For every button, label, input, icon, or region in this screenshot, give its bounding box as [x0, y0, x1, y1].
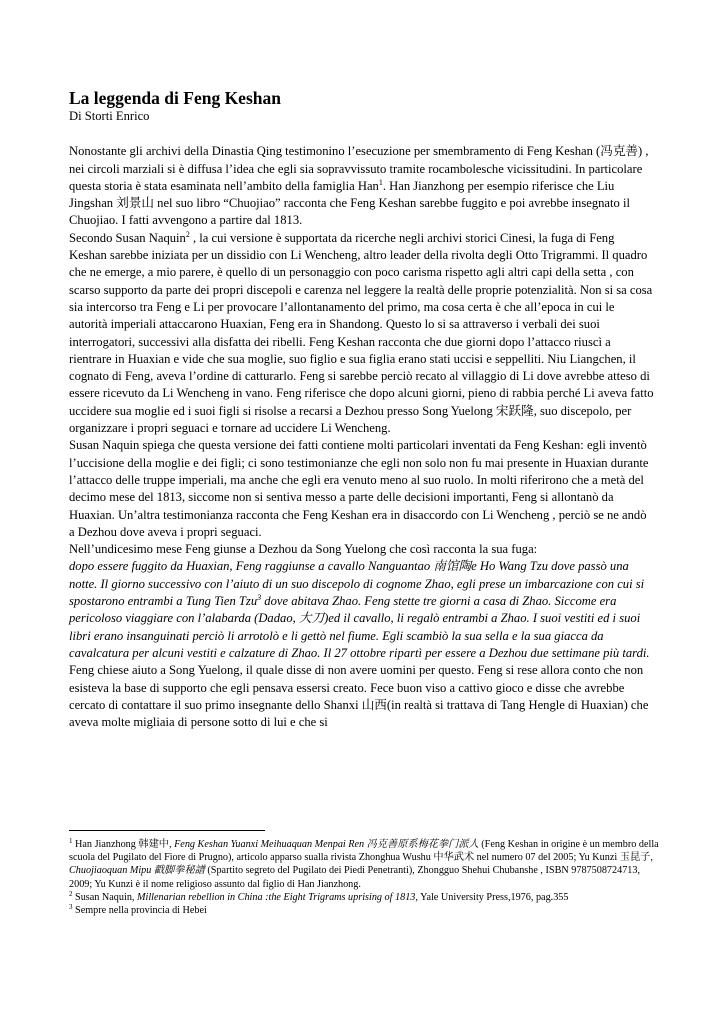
footnote-1-number: 1	[69, 837, 73, 845]
paragraph-2-text-b: , la cui versione è supportata da ricerche negli archivi storici Cinesi, la fuga di Feng Keshan sarebbe iniziata per un dissidio con Li Wencheng, altro leader della rivolta degli Otto Trigrammi. Il quadro che ne emerge, a mio parere, è quello di un personaggio con poco carisma rispetto agli altri capi della setta , con scarso supporto da parte dei propri discepoli e carenza nel leggere la realtà delle proprie potenzialità. Non si sa cosa sia intercorso tra Feng e Li per provocare l’allontanamento del primo, ma cosa certa è che all’epoca in cui le autorità imperiali attaccarono Huaxian, Feng era in Shandong. Questo lo si sa attraverso i verbali dei suoi interrogatori, successivi alla disfatta dei ribelli. Feng Keshan racconta che due giorni dopo l’attacco riuscì a rientrare in Huaxian e vide che sua moglie, suo figlio e sua figlia erano stati uccisi e seppelliti. Niu Liangchen, il cognato di Feng, aveva l’ordine di catturarlo. Feng si sarebbe perciò recato al villaggio di Li dove avrebbe atteso di essere ricevuto da Li Wencheng in vano. Feng riferisce che dopo alcuni giorni, pieno di rabbia perché Li aveva fatto uccidere sua moglie ed i suoi figli si risolse a recarsi a Dezhou presso Song Yuelong 宋跃隆, suo discepolo, per organizzare i propri seguaci e tornare ad uccidere Li Wencheng.	[69, 230, 654, 436]
footnote-ref-3[interactable]: 3	[257, 593, 262, 603]
paragraph-1-text-b: . Han Jianzhong per esempio riferisce che Liu Jingshan 刘景山 nel suo libro “Chuojiao” racconta che Feng Keshan sarebbe fuggito e poi avrebbe insegnato il Chuojiao. I fatti avvengono a partire dal 1813.	[69, 178, 630, 228]
footnote-2-book-italic: Millenarian rebellion in China :the Eight Trigrams uprising of 1813	[137, 891, 416, 903]
footnote-separator	[69, 830, 265, 831]
paragraph-4: Nell’undicesimo mese Feng giunse a Dezhou da Song Yuelong che così racconta la sua fuga:	[69, 542, 538, 557]
footnote-1-text-c: (Feng Keshan in origine è un membro della scuola del Pugilato del Fiore di Prugno), articolo apparso sualla rivista Zhonghua Wushu 中华武术 nel numero 07 del 2005; Yu Kunzi 玉昆子,	[69, 839, 659, 864]
footnote-3	[69, 904, 659, 917]
paragraph-1-text-a: Nonostante gli archivi della Dinastia Qing testimonino l’esecuzione per smembramento di Feng Keshan (冯克善) , nei circoli marziali si è diffusa l’idea che egli sia sopravvissuto tramite rocambolesche vicissitudini. In particolare questa storia è stata esaminata nell’ambito della famiglia Han	[69, 144, 649, 193]
footnote-1-text-e: (Spartito segreto del Pugilato dei Piedi Penetranti), Zhongguo Shehui Chubanshe , ISBN 9787508724713, 2009; Yu Kunzi è il nome religioso assunto dal figlio di Han Jianzhong.	[69, 865, 641, 890]
footnote-3-number: 3	[69, 903, 73, 912]
quote-text-a: dopo essere fuggito da Huaxian, Feng raggiunse a cavallo Nanguantao 南馆陶e Ho Wang Tzu dove passò una notte. Il giorno successivo con l’aiuto di un suo discepolo di cognome Zhao, egli prese un imbarcazione con cui si spostarono entrambi a Tung Tien Tzu	[69, 559, 645, 609]
footnote-2	[69, 891, 659, 904]
footnote-1	[69, 838, 659, 891]
italic-quote	[69, 558, 655, 662]
footnote-1-text-a: Han Jianzhong 韩建中,	[72, 839, 175, 850]
footnote-1-title-italic: Feng Keshan Yuanxi Meihuaquan Menpai Ren 冯克善原系梅花拳门派人	[174, 839, 479, 850]
main-text	[69, 88, 655, 731]
footnote-2-text-c: , Yale University Press,1976, pag.355	[415, 891, 569, 903]
footnote-1-book-italic: Chuojiaoquan Mipu 戳脚拳秘譜	[69, 865, 205, 877]
quote-text-b: dove abitava Zhao. Feng stette tre giorni a casa di Zhao. Siccome era pericoloso viaggiare con l’alabarda (Dadao, 大刀)ed il cavallo, li regalò entrambi a Zhao. I suoi vestiti ed i suoi libri erano insanguinati perciò li arrotolò e li gettò nel fiume. Egli scambiò la sua sella e la sua giacca da cavalcatura per alcuni vestiti e calzature di Zhao. Il 27 ottobre ripartì per essere a Dezhou due settimane più tardi.	[69, 594, 650, 660]
paragraph-2-text-a: Secondo Susan Naquin	[69, 230, 186, 245]
document-title: La leggenda di Feng Keshan	[69, 88, 281, 108]
footnote-ref-2[interactable]: 2	[185, 229, 190, 239]
author-line: Di Storti Enrico	[69, 109, 150, 123]
paragraph-1	[69, 143, 655, 229]
footnote-3-text: Sempre nella provincia di Hebei	[72, 905, 207, 917]
paragraph-3: Susan Naquin spiega che questa versione dei fatti contiene molti particolari inventati da Feng Keshan: egli inventò l’uccisione della moglie e dei figli; ci sono testimonianze che egli non solo non fu mai presente in Huaxian durante l’attacco delle truppe imperiali, ma anche che egli era venuto meno al suo ruolo. In molti riferirono che a metà del decimo mese del 1813, siccome non si sentiva messo a parte delle decisioni importanti, Feng si allontanò da Huaxian. Un’altra testimonianza racconta che Feng Keshan era in disaccordo con Li Wencheng , perciò se ne andò a Dezhou dove aveva i propri seguaci.	[69, 438, 649, 539]
paragraph-2	[69, 230, 655, 438]
paragraph-5: Feng chiese aiuto a Song Yuelong, il quale disse di non avere uomini per questo. Feng si rese allora conto che non esisteva la base di supporto che egli pensava essersi creato. Fece buon viso a cattivo gioco e disse che avrebbe cercato di contattare il suo primo insegnante dello Shanxi 山西(in realtà si trattava di Tang Hengle di Huaxian) che aveva molte migliaia di persone sotto di lui e che si	[69, 663, 649, 730]
footnote-2-number: 2	[69, 889, 73, 898]
footnote-2-text-a: Susan Naquin,	[72, 891, 138, 903]
footnotes	[69, 838, 659, 917]
footnote-ref-1[interactable]: 1	[378, 177, 383, 187]
